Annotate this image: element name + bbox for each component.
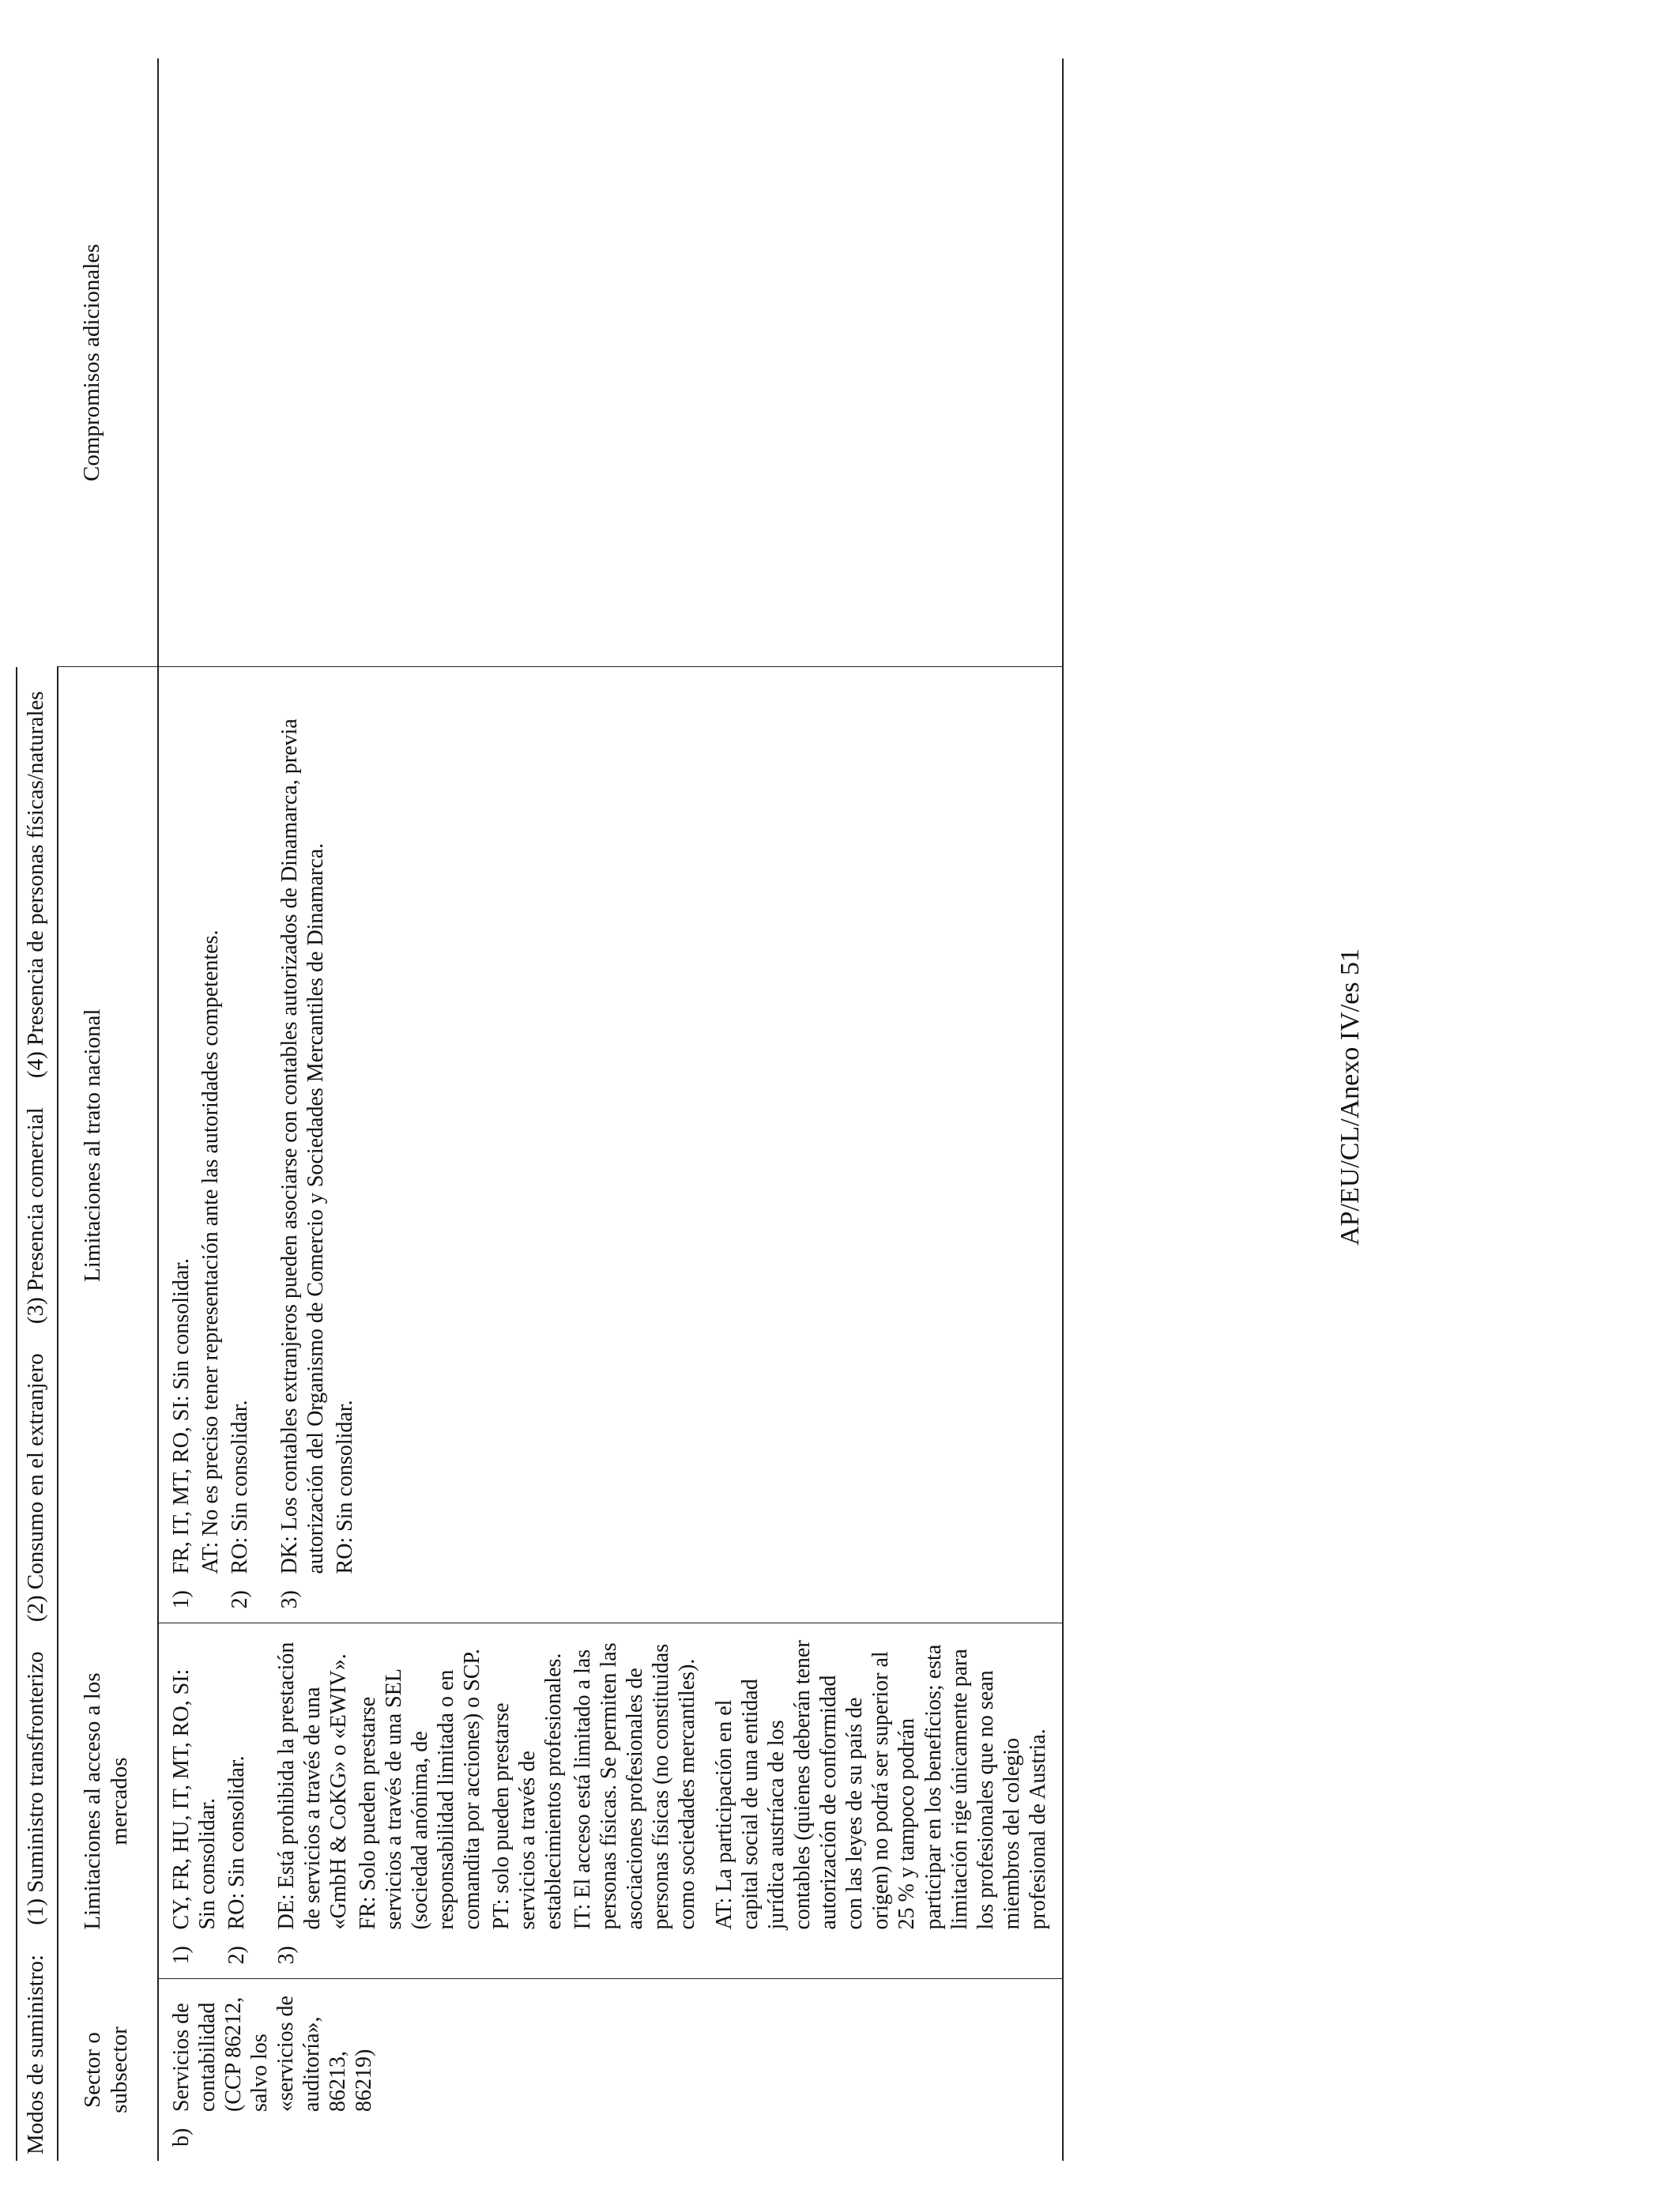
table-row bbox=[158, 58, 1063, 2161]
ma-mode-1-num: 1) bbox=[168, 1946, 194, 1965]
nt-mode-2-num: 2) bbox=[227, 1590, 252, 1609]
nt-mode-3-ro: RO: Sin consolidar. bbox=[332, 1400, 357, 1574]
ma-mode-3-fr: FR: Solo pueden prestarse servicios a través de una SEL (sociedad anónima, de responsabilidad limitada o en comandita por acciones) o SCP. bbox=[355, 1649, 484, 1930]
ma-mode-3-pt: PT: solo pueden prestarse servicios a través de establecimientos profesionales. bbox=[489, 1653, 567, 1930]
ma-mode-3-num: 3) bbox=[273, 1946, 299, 1965]
mode-3-name: Presencia comercial bbox=[23, 1107, 48, 1291]
mode-2-num: (2) bbox=[23, 1595, 48, 1623]
ma-mode-3-de: DE: Está prohibida la prestación de servicios a través de una «GmbH & CoKG» o «EWIV». bbox=[273, 1642, 351, 1930]
commitments-table bbox=[16, 58, 1064, 2161]
ma-mode-3-at: AT: La participación en el capital social de una entidad jurídica austríaca de los contables (quienes deberán tener autorización de conformidad con las leyes de su país de origen) no podrá ser superior al 25 % y tampoco podrán participar en los beneficios; esta limitación rige únicamente para los profesionales que no sean miembros del colegio profesional de Austria. bbox=[712, 1640, 1050, 1930]
nt-mode-1-at: AT: No es preciso tener representación ante las autoridades competentes. bbox=[198, 929, 223, 1574]
mode-3-num: (3) bbox=[23, 1297, 48, 1325]
header-national-treatment: Limitaciones al trato nacional bbox=[58, 667, 157, 1623]
nt-mode-3-num: 3) bbox=[277, 1590, 302, 1609]
additional-commitments-cell bbox=[158, 58, 1063, 667]
mode-1-num: (1) bbox=[23, 1898, 48, 1925]
mode-4-num: (4) bbox=[23, 1051, 48, 1079]
sector-cell bbox=[158, 1979, 1063, 2161]
nt-mode-1-text: FR, IT, MT, RO, SI: Sin consolidar. bbox=[168, 1257, 194, 1574]
header-sector: Sector o subsector bbox=[58, 1979, 157, 2161]
ma-mode-1-text: CY, FR, HU, IT, MT, RO, SI: Sin consolidar. bbox=[168, 1668, 220, 1930]
ma-mode-2-num: 2) bbox=[224, 1946, 249, 1965]
national-treatment-cell bbox=[158, 667, 1063, 1623]
nt-mode-2-text: RO: Sin consolidar. bbox=[227, 1400, 252, 1574]
modes-of-supply-row bbox=[17, 58, 58, 2161]
nt-mode-1-num: 1) bbox=[168, 1590, 194, 1609]
sector-name: Servicios de contabilidad bbox=[168, 2002, 220, 2112]
column-header-row bbox=[58, 58, 157, 2161]
header-additional-commitments: Compromisos adicionales bbox=[58, 58, 157, 667]
ma-mode-2-text: RO: Sin consolidar. bbox=[224, 1755, 249, 1930]
mode-2-name: Consumo en el extranjero bbox=[23, 1353, 48, 1590]
market-access-cell bbox=[158, 1623, 1063, 1979]
mode-1-name: Suministro transfronterizo bbox=[23, 1651, 48, 1893]
modes-label: Modos de suministro: bbox=[23, 1955, 48, 2154]
sector-letter: b) bbox=[168, 2128, 194, 2147]
nt-mode-3-dk: DK: Los contables extranjeros pueden asociarse con contables autorizados de Dinamarca, previa autorización del Organismo de Comercio y Sociedades Mercantiles de Dinamarca. bbox=[277, 718, 328, 1574]
modes-of-supply-cell bbox=[17, 667, 58, 2161]
mode-4-name: Presencia de personas físicas/naturales bbox=[23, 691, 48, 1046]
ma-mode-3-it: IT: El acceso está limitado a las personas físicas. Se permiten las asociaciones profesionales de personas físicas (no constituidas como sociedades mercantiles). bbox=[571, 1642, 700, 1930]
page-footer: AP/EU/CL/Anexo IV/es 51 bbox=[1335, 948, 1365, 1246]
header-market-access: Limitaciones al acceso a los mercados bbox=[58, 1623, 157, 1979]
sector-cpc: (CCP 86212, salvo los «servicios de auditoría», 86213, 86219) bbox=[220, 1996, 376, 2112]
